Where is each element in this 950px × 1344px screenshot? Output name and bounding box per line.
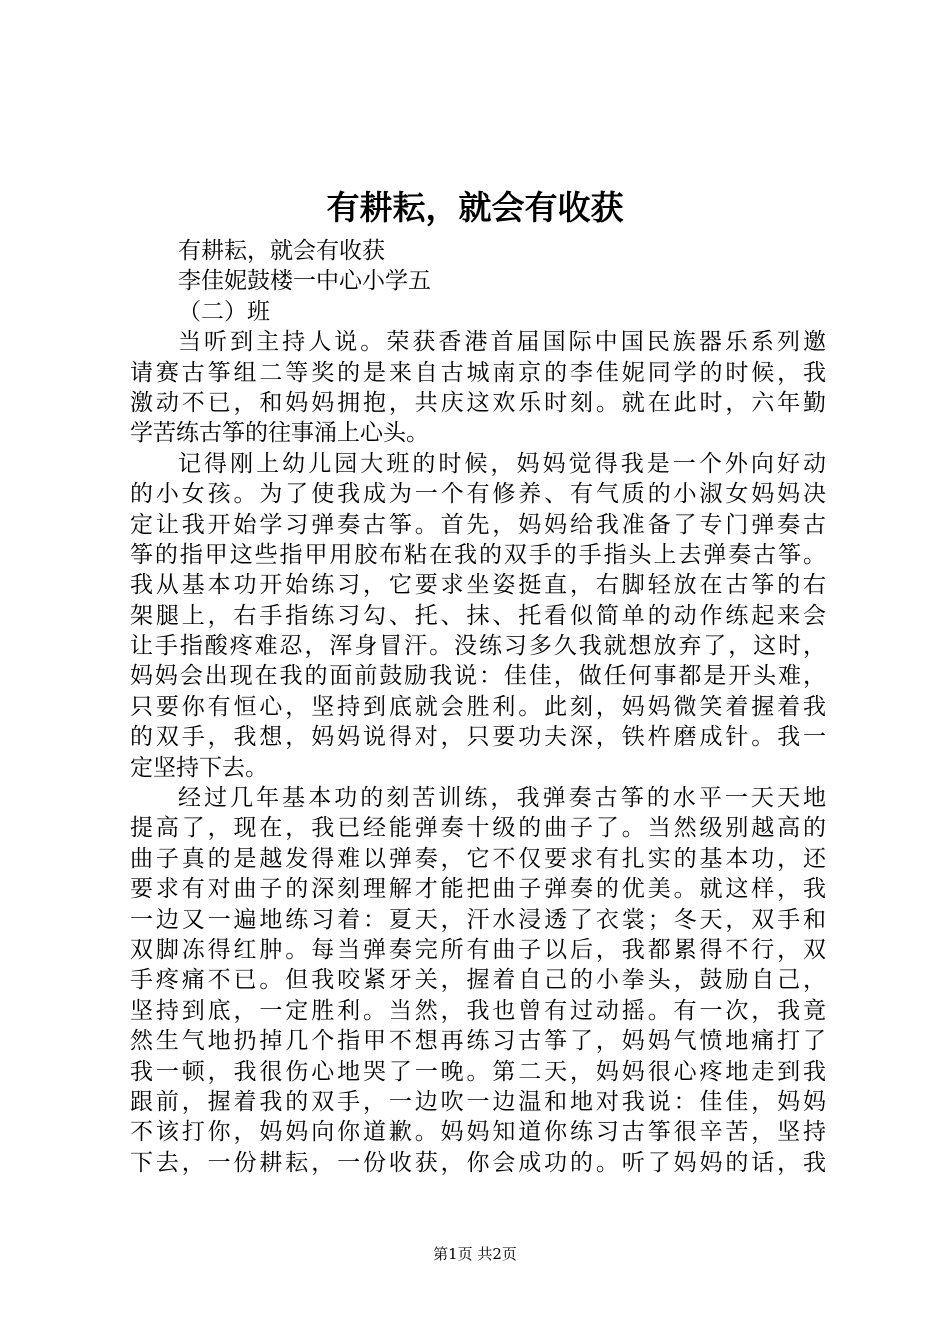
paragraph-line: 当听到主持人说。荣获香港首届国际中国民族器乐系列邀 bbox=[178, 329, 826, 356]
paragraph-line: 提高了，现在，我已经能弹奏十级的曲子了。当然级别越高的 bbox=[130, 815, 826, 842]
paragraph-line: 请赛古筝组二等奖的是来自古城南京的李佳妮同学的时候，我 bbox=[130, 359, 826, 386]
paragraph-line: 筝的指甲这些指甲用胶布粘在我的双手的手指头上去弹奏古筝。 bbox=[130, 541, 826, 568]
paragraph-line: 学苦练古筝的往事涌上心头。 bbox=[130, 420, 429, 447]
page-footer: 第1页 共2页 bbox=[433, 1245, 517, 1263]
paragraph-line: 坚持到底，一定胜利。当然，我也曾有过动摇。有一次，我竟 bbox=[130, 997, 826, 1024]
paragraph-line: 定让我开始学习弹奏古筝。首先，妈妈给我准备了专门弹奏古 bbox=[130, 511, 826, 538]
paragraph-line: 我一顿，我很伤心地哭了一晚。第二天，妈妈很心疼地走到我 bbox=[130, 1058, 826, 1085]
paragraph-line: 下去，一份耕耘，一份收获，你会成功的。听了妈妈的话，我 bbox=[130, 1149, 826, 1176]
paragraph-line: 记得刚上幼儿园大班的时候，妈妈觉得我是一个外向好动 bbox=[178, 450, 826, 477]
paragraph-line: 然生气地扔掉几个指甲不想再练习古筝了，妈妈气愤地痛打了 bbox=[130, 1028, 826, 1055]
document-title: 有耕耘，就会有收获 bbox=[326, 188, 624, 227]
paragraph-line: 曲子真的是越发得难以弹奏，它不仅要求有扎实的基本功，还 bbox=[130, 845, 826, 872]
paragraph-line: 跟前，握着我的双手，一边吹一边温和地对我说：佳佳，妈妈 bbox=[130, 1088, 826, 1115]
paragraph-line: 双脚冻得红肿。每当弹奏完所有曲子以后，我都累得不行，双 bbox=[130, 936, 826, 963]
paragraph-line: 手疼痛不已。但我咬紧牙关，握着自己的小拳头，鼓励自己， bbox=[130, 967, 826, 994]
paragraph-line: 妈妈会出现在我的面前鼓励我说：佳佳，做任何事都是开头难， bbox=[130, 663, 826, 690]
paragraph-line: 只要你有恒心，坚持到底就会胜利。此刻，妈妈微笑着握着我 bbox=[130, 693, 826, 720]
document-body bbox=[130, 236, 826, 1178]
paragraph-1 bbox=[130, 327, 826, 449]
paragraph-line: 一边又一遍地练习着：夏天，汗水浸透了衣裳；冬天，双手和 bbox=[130, 906, 826, 933]
paragraph-line: 的小女孩。为了使我成为一个有修养、有气质的小淑女妈妈决 bbox=[130, 481, 826, 508]
paragraph-line: 经过几年基本功的刻苦训练，我弹奏古筝的水平一天天地 bbox=[178, 785, 826, 812]
header-line-author: 李佳妮鼓楼一中心小学五 bbox=[178, 268, 431, 295]
paragraph-line: 的双手，我想，妈妈说得对，只要功夫深，铁杵磨成针。我一 bbox=[130, 724, 826, 751]
paragraph-line: 不该打你，妈妈向你道歉。妈妈知道你练习古筝很辛苦，坚持 bbox=[130, 1119, 826, 1146]
header-line-class: （二）班 bbox=[178, 298, 270, 325]
paragraph-line: 要求有对曲子的深刻理解才能把曲子弹奏的优美。就这样，我 bbox=[130, 876, 826, 903]
paragraph-line: 我从基本功开始练习，它要求坐姿挺直，右脚轻放在古筝的右 bbox=[130, 572, 826, 599]
paragraph-3 bbox=[130, 783, 826, 1178]
paragraph-line: 定坚持下去。 bbox=[130, 754, 268, 781]
paragraph-line: 让手指酸疼难忍，浑身冒汗。没练习多久我就想放弃了，这时， bbox=[130, 633, 826, 660]
paragraph-line: 架腿上，右手指练习勾、托、抹、托看似简单的动作练起来会 bbox=[130, 602, 826, 629]
paragraph-2 bbox=[130, 449, 826, 783]
header-line-title: 有耕耘，就会有收获 bbox=[178, 238, 385, 264]
paragraph-line: 激动不已，和妈妈拥抱，共庆这欢乐时刻。就在此时，六年勤 bbox=[130, 389, 826, 416]
